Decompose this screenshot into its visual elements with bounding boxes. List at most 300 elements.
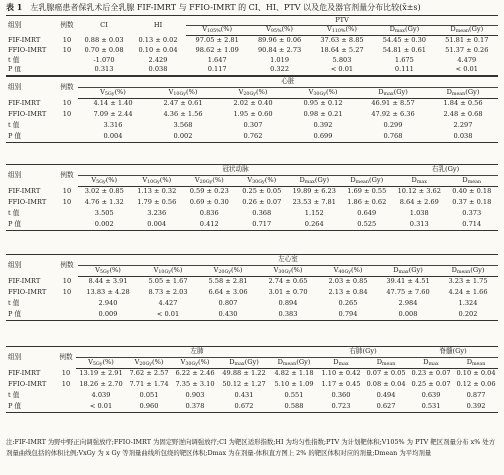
table-cell: 0.531 <box>408 402 454 413</box>
table-cell <box>56 310 78 321</box>
table-cell: 0.894 <box>278 299 298 308</box>
column-symbol: V <box>91 175 97 184</box>
spinal-cord-header: 脊髓(Gy) <box>408 347 498 358</box>
table-cell: 0.383 <box>258 310 318 321</box>
group-header: 组别 <box>6 16 56 36</box>
right-breast-header: 右乳(Gy) <box>393 165 498 176</box>
table-cell: 0.723 <box>318 402 364 413</box>
column-symbol: D <box>451 265 457 274</box>
table-row <box>6 121 498 132</box>
column-symbol: V <box>95 265 100 274</box>
table-cell: 13.83 ± 4.28 <box>86 288 130 297</box>
table-cell: 4.479 <box>457 55 477 64</box>
column-header <box>248 26 310 36</box>
column-subscript: max <box>383 91 394 97</box>
table-row <box>6 56 498 66</box>
table-cell: 0.051 <box>139 391 159 400</box>
table-cell: 0.37 ± 0.18 <box>452 198 492 207</box>
column-symbol: V <box>180 357 186 366</box>
column-subscript: max <box>398 269 409 275</box>
table-cell: 3.316 <box>103 121 123 130</box>
table-cell: < 0.01 <box>436 66 498 76</box>
table-cell: 0.23 ± 0.07 <box>411 369 451 378</box>
table-cell: 7.09 ± 2.44 <box>93 110 133 119</box>
table-cell: 10 <box>62 187 72 196</box>
column-subscript: mean <box>455 29 470 35</box>
table-cell: 0.649 <box>357 209 377 218</box>
table-cell: 3.02 ± 0.85 <box>84 187 124 196</box>
table-cell: 2.429 <box>148 55 168 64</box>
table-cell: 1.038 <box>409 209 429 218</box>
table-cell: 89.96 ± 0.06 <box>257 35 302 44</box>
table-cell <box>56 220 78 231</box>
table-cell: 0.26 ± 0.07 <box>242 198 282 207</box>
table-cell: 0.903 <box>185 391 205 400</box>
table-cell: 97.05 ± 2.81 <box>195 35 239 44</box>
table-cell: 4.76 ± 1.32 <box>84 198 124 207</box>
table-cell: 4.82 ± 1.18 <box>274 369 314 378</box>
column-unit: (%) <box>102 357 114 366</box>
table-cell: 2.13 ± 0.84 <box>328 288 368 297</box>
column-header <box>341 176 394 187</box>
table-cell: 47.92 ± 6.36 <box>371 110 415 119</box>
table-row <box>6 36 498 46</box>
table-cell: 0.639 <box>421 391 441 400</box>
column-subscript: 30Gy <box>313 91 326 97</box>
table-cell: < 0.01 <box>76 402 126 413</box>
table-title <box>6 3 501 12</box>
column-subscript: 10Gy <box>147 179 160 185</box>
table-cell: 0.672 <box>218 402 270 413</box>
row-label: FFIO-IMRT <box>8 45 47 54</box>
table-cell: 3.01 ± 0.70 <box>268 288 308 297</box>
table-cell <box>56 209 78 220</box>
column-header <box>393 176 446 187</box>
column-header <box>236 176 289 187</box>
column-symbol: D <box>277 357 283 366</box>
table-cell: 1.95 ± 0.60 <box>233 110 273 119</box>
table-cell: 1.647 <box>207 55 227 64</box>
column-symbol: V <box>168 87 174 96</box>
column-header <box>218 358 270 369</box>
table-cell: 0.13 ± 0.02 <box>138 35 178 44</box>
column-subscript: 110% <box>331 29 346 35</box>
column-header <box>198 266 258 277</box>
column-unit: (%) <box>326 87 338 96</box>
column-subscript: 95% <box>270 29 282 35</box>
table-cell: 18.26 ± 2.70 <box>79 380 123 389</box>
table-cell: 0.392 <box>313 121 333 130</box>
column-subscript: max <box>234 361 245 367</box>
table-cell: 98.62 ± 1.09 <box>195 45 239 54</box>
n-header: 例数 <box>56 255 78 277</box>
table-body <box>6 277 498 321</box>
table-cell: 4.24 ± 1.66 <box>448 288 488 297</box>
row-label: P 值 <box>6 132 56 143</box>
table-cell: 0.002 <box>78 220 131 231</box>
table-row <box>6 132 498 143</box>
column-unit: (%) <box>105 175 118 184</box>
column-symbol: V <box>100 87 105 96</box>
table-cell: 0.299 <box>383 121 403 130</box>
row-label: FIF-IMRT <box>8 99 41 108</box>
column-header <box>373 26 435 36</box>
table-cell: 0.762 <box>218 132 288 143</box>
table-cell: 0.431 <box>234 391 254 400</box>
column-header <box>172 358 218 369</box>
table-row <box>6 187 498 198</box>
column-subscript: mean <box>467 179 482 185</box>
table-cell: 0.038 <box>130 66 186 76</box>
table-row <box>6 46 498 56</box>
coronary-header: 冠状动脉 <box>78 165 393 176</box>
table-cell: 0.768 <box>358 132 428 143</box>
column-header <box>148 88 218 99</box>
table-cell: 0.836 <box>199 209 219 218</box>
table-cell: 0.008 <box>378 310 438 321</box>
row-label: t 值 <box>8 299 20 308</box>
table-cell: 0.360 <box>331 391 351 400</box>
table-cell: 54.81 ± 0.61 <box>382 45 426 54</box>
table-section-coronary-right-breast <box>6 164 498 231</box>
column-symbol: V <box>134 357 140 366</box>
table-cell: 2.47 ± 0.61 <box>163 99 203 108</box>
table-cell: 6.64 ± 3.06 <box>208 288 248 297</box>
hi-header: HI <box>130 16 186 36</box>
column-symbol: D <box>389 25 395 34</box>
column-subscript: 105% <box>207 29 221 35</box>
column-header <box>76 358 126 369</box>
table-cell: 0.98 ± 0.21 <box>303 110 343 119</box>
column-subscript: 10Gy <box>158 269 171 275</box>
column-header-row <box>6 176 498 187</box>
ptv-header: PTV <box>186 16 498 26</box>
column-subscript: 20Gy <box>243 91 256 97</box>
left-lung-header: 左肺 <box>76 347 318 358</box>
table-row <box>6 288 498 299</box>
table-cell: 1.69 ± 0.55 <box>347 187 387 196</box>
table-cell: 10 <box>62 288 72 297</box>
table-cell: 8.64 ± 2.69 <box>399 198 439 207</box>
table-cell: 4.14 ± 1.40 <box>93 99 133 108</box>
row-label: P 值 <box>6 220 56 231</box>
column-symbol: D <box>450 25 456 34</box>
table-cell: 0.004 <box>131 220 184 231</box>
row-label: FFIO-IMRT <box>8 110 47 119</box>
table-cell: 3.568 <box>173 121 193 130</box>
table-cell: < 0.01 <box>311 66 373 76</box>
table-cell: 10 <box>62 198 72 207</box>
column-symbol: D <box>446 87 452 96</box>
table-caption: 左乳腺癌患者保乳术后全乳腺 FIF-IMRT 与 FFIO-IMRT 的 CI、HI、PTV 以及危及器官剂量分布比较(x̄±s) <box>30 3 421 12</box>
column-unit: (%) <box>231 265 243 274</box>
table-cell: 6.22 ± 2.46 <box>175 369 215 378</box>
table-cell: 1.79 ± 0.56 <box>137 198 177 207</box>
table-cell: 2.297 <box>453 121 473 130</box>
column-subscript: max <box>394 29 405 35</box>
table-cell: 7.71 ± 1.74 <box>129 380 169 389</box>
column-subscript: max <box>416 179 427 185</box>
table-cell: -1.070 <box>93 55 115 64</box>
table-cell: 10 <box>62 110 72 119</box>
table-row <box>6 310 498 321</box>
column-unit: (%) <box>114 87 126 96</box>
column-subscript: 20Gy <box>199 179 213 185</box>
column-symbol: D <box>393 265 399 274</box>
table-cell: 0.40 ± 0.18 <box>452 187 492 196</box>
column-header-row <box>6 88 498 99</box>
column-unit: (%) <box>212 175 224 184</box>
table-cell: 51.81 ± 0.17 <box>445 35 489 44</box>
table-cell: 1.152 <box>304 209 324 218</box>
table-cell: 0.378 <box>172 402 218 413</box>
table-cell: 0.265 <box>338 299 358 308</box>
row-label: t 值 <box>8 121 20 130</box>
column-unit: (%) <box>256 87 268 96</box>
table-cell: 10 <box>62 35 72 44</box>
row-label: P 值 <box>6 66 56 76</box>
table-cell: 18.64 ± 5.27 <box>320 45 364 54</box>
table-cell: 1.675 <box>394 55 414 64</box>
group-header: 组别 <box>6 255 56 277</box>
column-symbol: D <box>423 357 429 366</box>
table-cell: 10 <box>62 45 72 54</box>
column-symbol: V <box>88 357 93 366</box>
column-header <box>428 88 498 99</box>
table-cell: 2.940 <box>98 299 118 308</box>
column-subscript: mean <box>381 361 396 367</box>
table-cell: 1.324 <box>458 299 478 308</box>
table-cell: 90.84 ± 2.73 <box>257 45 302 54</box>
table-cell: 0.307 <box>243 121 263 130</box>
table-cell: 2.984 <box>398 299 418 308</box>
table-cell: 19.89 ± 6.23 <box>292 187 336 196</box>
table-cell: 0.117 <box>186 66 248 76</box>
column-subscript: 10Gy <box>173 91 186 97</box>
row-label: FFIO-IMRT <box>8 380 47 389</box>
column-symbol: V <box>142 175 148 184</box>
table-cell: 5.05 ± 1.67 <box>148 277 188 286</box>
column-unit: (Gy) <box>469 25 484 34</box>
table-cell: 0.794 <box>318 310 378 321</box>
table-cell: 5.10 ± 1.09 <box>274 380 314 389</box>
table-cell: 10 <box>61 380 71 389</box>
table-cell: 0.714 <box>446 220 499 231</box>
column-unit: (Gy) <box>465 87 480 96</box>
table-row <box>6 66 498 76</box>
ci-header: CI <box>78 16 130 36</box>
column-subscript: 30Gy <box>278 269 291 275</box>
table-cell: 23.53 ± 7.81 <box>292 198 336 207</box>
n-header: 例数 <box>56 347 76 369</box>
column-subscript: 40Gy <box>338 269 351 275</box>
table-row <box>6 220 498 231</box>
column-subscript: max <box>428 361 439 367</box>
column-symbol: V <box>238 87 244 96</box>
column-header-row <box>6 266 498 277</box>
table-cell: 0.368 <box>252 209 272 218</box>
table-cell: 5.803 <box>332 55 352 64</box>
row-label: FIF-IMRT <box>8 187 41 196</box>
table-cell <box>56 66 78 76</box>
table-cell: 2.02 ± 0.40 <box>233 99 273 108</box>
column-unit: (%) <box>264 175 277 184</box>
column-unit: (%) <box>152 357 164 366</box>
group-header: 组别 <box>6 165 56 187</box>
column-symbol: D <box>229 357 235 366</box>
table-cell: 0.25 ± 0.07 <box>411 380 451 389</box>
column-unit: (Gy) <box>369 175 384 184</box>
table-cell: 0.002 <box>148 132 218 143</box>
column-subscript: mean <box>472 361 486 367</box>
table-row <box>6 198 498 209</box>
column-symbol: V <box>308 87 314 96</box>
column-subscript: max <box>304 179 315 185</box>
table-cell: 54.45 ± 0.30 <box>382 35 426 44</box>
column-header <box>288 88 358 99</box>
column-symbol: D <box>299 175 305 184</box>
table-body <box>6 187 498 231</box>
table-cell: 0.494 <box>376 391 396 400</box>
table-cell: 0.412 <box>183 220 236 231</box>
table-cell: 0.373 <box>462 209 482 218</box>
column-subscript: mean <box>355 179 369 185</box>
table-cell: 7.35 ± 3.10 <box>175 380 215 389</box>
table-cell: 5.58 ± 2.81 <box>208 277 248 286</box>
column-header <box>131 176 184 187</box>
column-unit: (Gy) <box>405 25 420 34</box>
column-unit: (Gy) <box>314 175 330 184</box>
column-symbol: D <box>378 87 384 96</box>
table-row <box>6 277 498 288</box>
column-header <box>218 88 288 99</box>
column-header <box>126 358 172 369</box>
column-unit: (Gy) <box>244 357 259 366</box>
table-cell: 0.588 <box>270 402 318 413</box>
table-section-left-ventricle <box>6 254 498 321</box>
right-lung-header: 右肺(Gy) <box>318 347 408 358</box>
column-symbol: D <box>350 175 356 184</box>
table-cell: 0.95 ± 0.12 <box>303 99 343 108</box>
table-cell: 0.960 <box>126 402 172 413</box>
table-cell: 46.91 ± 8.57 <box>371 99 415 108</box>
table-cell: 1.13 ± 0.32 <box>137 187 177 196</box>
row-label: t 值 <box>8 55 20 64</box>
table-cell <box>56 132 78 143</box>
table-cell: 0.627 <box>364 402 408 413</box>
table-footnote: 注:FIF-IMRT 为野中野正向调强放疗;FFIO-IMRT 为固定野逆向调强放疗;CI 为靶区适形指数;HI 为均匀性指数;PTV 为计划靶体积;V105% 为 PTV 靶区剂量分布 x% 处方剂量曲线包括的体积比例;VxGy 为 x Gy 等剂量曲线所包绕的靶区体积;Dmax 为在剂量-体积直方图上 2% 的靶区体积对应的剂量;Dmean 为平均剂量 <box>6 438 496 457</box>
column-header <box>378 266 438 277</box>
heart-header: 心脏 <box>78 77 498 88</box>
table-cell: 0.264 <box>288 220 341 231</box>
column-unit: (Gy) <box>470 265 485 274</box>
table-cell: 7.62 ± 2.57 <box>129 369 169 378</box>
column-subscript: 5Gy <box>99 269 110 275</box>
table-cell: 4.039 <box>91 391 111 400</box>
table-cell <box>56 402 76 413</box>
row-label: P 值 <box>6 310 56 321</box>
column-symbol: D <box>411 175 417 184</box>
row-label: FIF-IMRT <box>8 277 41 286</box>
column-symbol: D <box>462 175 468 184</box>
table-cell: 0.25 ± 0.05 <box>242 187 282 196</box>
column-subscript: 20Gy <box>139 361 152 367</box>
table-row <box>6 391 498 402</box>
column-subscript: 30Gy <box>185 361 198 367</box>
table-cell: 0.551 <box>284 391 304 400</box>
table-cell: 0.59 ± 0.23 <box>189 187 229 196</box>
column-subscript: mean <box>451 91 466 97</box>
column-symbol: V <box>333 265 339 274</box>
column-unit: (%) <box>171 265 183 274</box>
table-row <box>6 110 498 121</box>
column-header <box>186 26 248 36</box>
table-cell: 49.88 ± 1.22 <box>222 369 266 378</box>
row-label: t 值 <box>8 209 20 218</box>
table-number: 表 1 <box>6 2 23 12</box>
column-symbol: V <box>273 265 279 274</box>
column-symbol: V <box>327 25 332 34</box>
column-unit: (%) <box>198 357 210 366</box>
table-cell: 0.038 <box>428 132 498 143</box>
table-cell: 0.004 <box>78 132 148 143</box>
column-symbol: D <box>333 357 339 366</box>
column-symbol: V <box>153 265 159 274</box>
table-cell: 0.07 ± 0.05 <box>366 369 406 378</box>
table-cell: < 0.01 <box>138 310 198 321</box>
table-cell: 10 <box>62 277 72 286</box>
table-row <box>6 369 498 380</box>
table-cell: 13.19 ± 2.91 <box>79 369 123 378</box>
table-cell: 0.392 <box>454 402 498 413</box>
table-cell: 0.08 ± 0.04 <box>366 380 406 389</box>
table-cell: 0.322 <box>248 66 310 76</box>
row-label: FFIO-IMRT <box>8 288 47 297</box>
column-subscript: max <box>338 361 349 367</box>
column-unit: (%) <box>109 265 121 274</box>
table-cell: 1.10 ± 0.42 <box>321 369 361 378</box>
table-cell: 4.36 ± 1.56 <box>163 110 203 119</box>
column-unit: (Gy) <box>393 87 408 96</box>
row-label: t 值 <box>8 391 20 400</box>
table-cell: 0.877 <box>466 391 486 400</box>
column-symbol: V <box>202 25 207 34</box>
table-cell: 0.807 <box>218 299 238 308</box>
column-header <box>78 266 138 277</box>
table-body <box>6 369 498 413</box>
left-ventricle-header: 左心室 <box>78 255 498 266</box>
column-header <box>438 266 498 277</box>
column-header <box>311 26 373 36</box>
table-cell: 0.10 ± 0.04 <box>138 45 178 54</box>
n-header: 例数 <box>56 16 78 36</box>
table-body <box>6 36 498 76</box>
table-cell: 2.03 ± 0.85 <box>328 277 368 286</box>
column-subscript: mean <box>456 269 471 275</box>
column-unit: (%) <box>159 175 172 184</box>
column-subscript: 30Gy <box>252 179 265 185</box>
column-header <box>446 176 499 187</box>
column-header <box>436 26 498 36</box>
table-cell: 47.75 ± 7.60 <box>386 288 430 297</box>
column-header <box>408 358 454 369</box>
table-cell: 10.12 ± 3.62 <box>397 187 441 196</box>
table-cell: 0.10 ± 0.04 <box>456 369 496 378</box>
table-row <box>6 299 498 310</box>
table-cell: 51.37 ± 0.26 <box>445 45 489 54</box>
table-cell: 1.17 ± 0.45 <box>321 380 361 389</box>
column-header <box>258 266 318 277</box>
